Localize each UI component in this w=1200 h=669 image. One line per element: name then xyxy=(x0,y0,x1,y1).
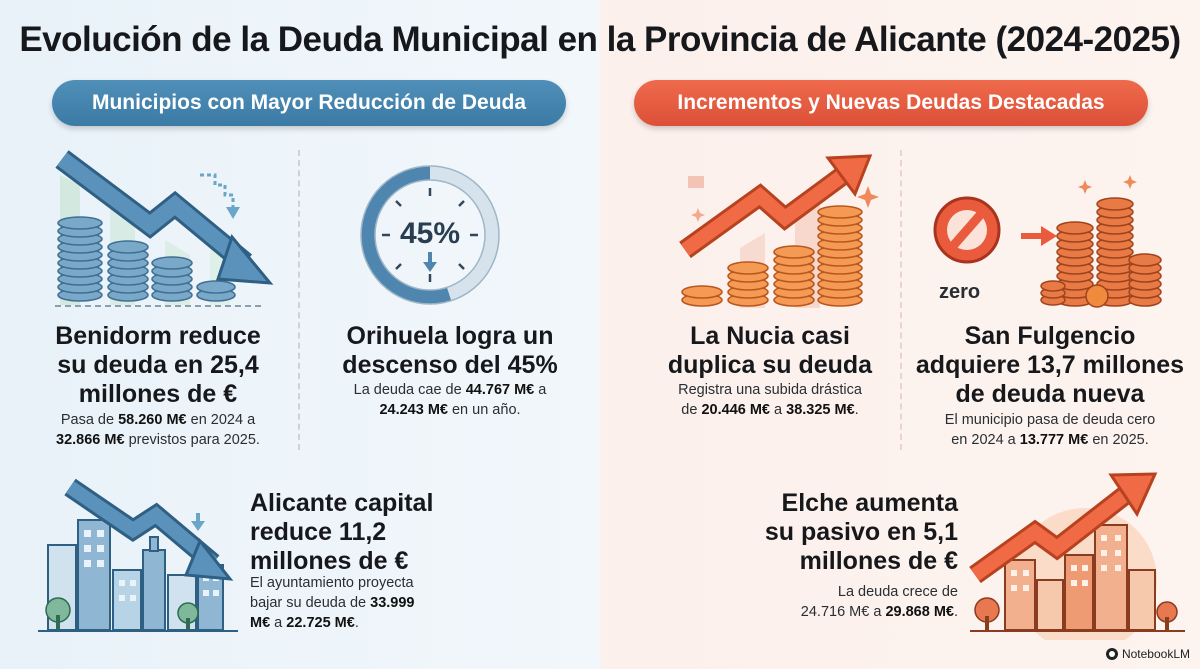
benidorm-description: Pasa de 58.260 M€ en 2024 a 32.866 M€ previstos para 2025. xyxy=(56,412,260,448)
lanucia-headline: La Nucia casi duplica su deuda xyxy=(667,322,873,379)
increase-section-header: Incrementos y Nuevas Deudas Destacadas xyxy=(634,80,1148,126)
alicante-headline: Alicante capital reduce 11,2 millones de € xyxy=(250,489,434,575)
reduction-section-header: Municipios con Mayor Reducción de Deuda xyxy=(52,80,566,126)
sanfulgencio-zero-to-coins-icon xyxy=(925,150,1175,315)
lanucia-coins-up-arrow-icon xyxy=(670,148,890,313)
orihuela-headline: Orihuela logra un descenso del 45% xyxy=(342,322,558,379)
notebooklm-logo-icon xyxy=(1106,648,1118,660)
zero-label: zero xyxy=(939,281,981,303)
orihuela-badge-text: 45% xyxy=(399,217,461,250)
alicante-city-down-arrow-icon xyxy=(38,475,238,635)
divider-right xyxy=(900,150,902,450)
divider-left xyxy=(298,150,300,450)
lanucia-description: Registra una subida drástica de 20.446 M€ a 38.325 M€. xyxy=(678,382,862,418)
elche-headline: Elche aumenta su pasivo en 5,1 millones de € xyxy=(764,489,958,575)
elche-city-up-arrow-icon xyxy=(965,470,1190,640)
benidorm-coins-down-arrow-icon xyxy=(40,145,280,315)
elche-description: La deuda crece de 24.716 M€ a 29.868 M€. xyxy=(800,584,958,620)
orihuela-description: La deuda cae de 44.767 M€ a 24.243 M€ en un año. xyxy=(353,382,547,418)
benidorm-headline: Benidorm reduce su deuda en 25,4 millones de € xyxy=(55,322,261,408)
page-title: Evolución de la Deuda Municipal en la Provincia de Alicante (2024-2025) xyxy=(19,20,1181,59)
sanfulgencio-description: El municipio pasa de deuda cero en 2024 a 13.777 M€ en 2025. xyxy=(944,412,1156,448)
sanfulgencio-headline: San Fulgencio adquiere 13,7 millones de deuda nueva xyxy=(915,322,1185,408)
brand-watermark: NotebookLM xyxy=(1106,647,1190,661)
orihuela-percentage-gauge-icon xyxy=(355,160,505,310)
alicante-description: El ayuntamiento proyecta bajar su deuda de 33.999 M€ a 22.725 M€. xyxy=(250,575,415,631)
